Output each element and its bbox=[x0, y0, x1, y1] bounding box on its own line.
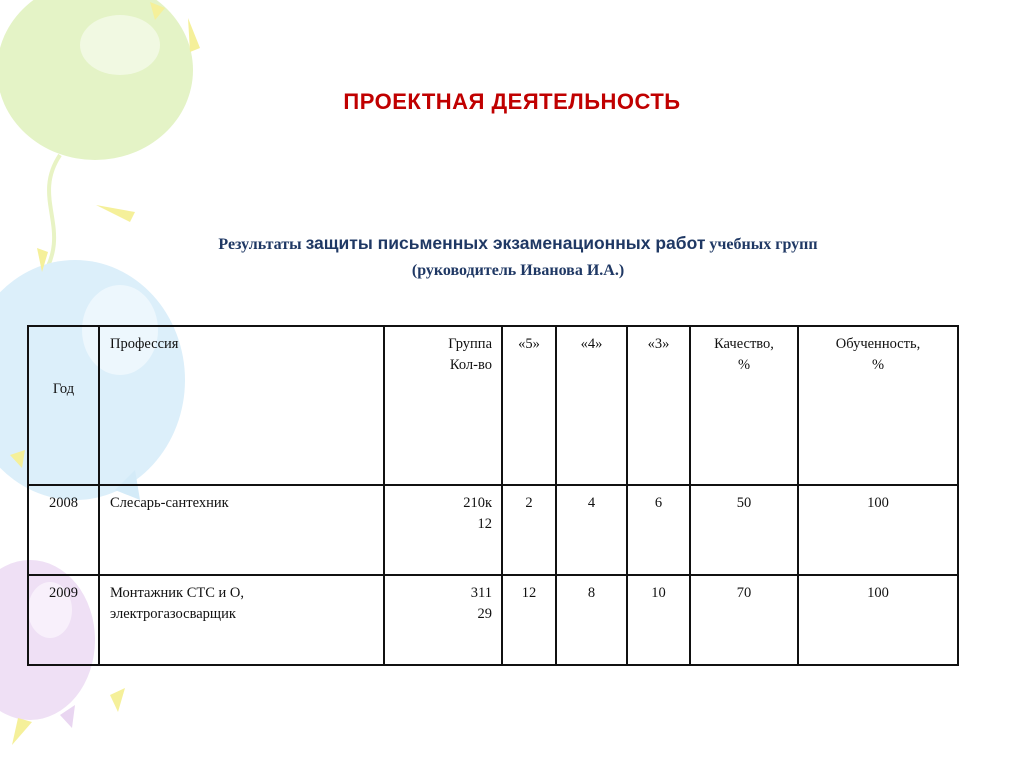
header-group-label: Группа bbox=[448, 336, 492, 352]
slide-title: ПРОЕКТНАЯ ДЕЯТЕЛЬНОСТЬ bbox=[343, 89, 681, 114]
cell-group bbox=[384, 575, 502, 665]
cell-grade-4: 8 bbox=[556, 575, 627, 665]
cell-profession bbox=[99, 485, 384, 575]
profession-line: Слесарь-сантехник bbox=[110, 495, 229, 511]
header-quality-label: Качество, bbox=[714, 336, 774, 352]
green-balloon-highlight bbox=[80, 15, 160, 75]
header-learning-unit: % bbox=[871, 357, 885, 373]
cell-learning: 100 bbox=[798, 485, 958, 575]
header-learning bbox=[798, 326, 958, 485]
header-profession: Профессия bbox=[99, 326, 384, 485]
cell-profession bbox=[99, 575, 384, 665]
cell-grade-5: 2 bbox=[502, 485, 556, 575]
header-grade-4: «4» bbox=[556, 326, 627, 485]
group-number: 210к bbox=[463, 495, 492, 511]
cell-year: 2008 bbox=[28, 485, 99, 575]
confetti-streamer bbox=[96, 205, 135, 222]
cell-grade-3: 6 bbox=[627, 485, 690, 575]
header-group bbox=[384, 326, 502, 485]
subtitle-prefix: Результаты bbox=[218, 236, 306, 253]
confetti-streamer bbox=[12, 718, 32, 745]
profession-line: Монтажник СТС и О, bbox=[110, 585, 245, 601]
subtitle-line-1 bbox=[0, 230, 1024, 258]
table-row bbox=[28, 485, 958, 575]
group-number: 311 bbox=[470, 585, 492, 601]
cell-grade-3: 10 bbox=[627, 575, 690, 665]
cell-learning: 100 bbox=[798, 575, 958, 665]
header-quality-unit: % bbox=[737, 357, 751, 373]
table-row bbox=[28, 575, 958, 665]
cell-year: 2009 bbox=[28, 575, 99, 665]
confetti-streamer bbox=[188, 18, 200, 52]
table-header-row bbox=[28, 326, 958, 485]
subtitle-suffix: учебных групп bbox=[705, 236, 818, 253]
header-year: Год bbox=[28, 326, 99, 485]
header-quality bbox=[690, 326, 798, 485]
cell-group bbox=[384, 485, 502, 575]
header-learning-label: Обученность, bbox=[835, 336, 921, 352]
results-table bbox=[27, 325, 959, 666]
subtitle-line-2: (руководитель Иванова И.А.) bbox=[411, 262, 625, 279]
group-count: 12 bbox=[477, 516, 492, 532]
header-count-label: Кол-во bbox=[449, 357, 492, 373]
profession-line: электрогазосварщик bbox=[110, 606, 236, 622]
header-grade-5: «5» bbox=[502, 326, 556, 485]
cell-grade-4: 4 bbox=[556, 485, 627, 575]
cell-grade-5: 12 bbox=[502, 575, 556, 665]
slide-subtitle bbox=[0, 230, 1024, 284]
header-grade-3: «3» bbox=[627, 326, 690, 485]
cell-quality: 50 bbox=[690, 485, 798, 575]
cell-quality: 70 bbox=[690, 575, 798, 665]
group-count: 29 bbox=[477, 606, 492, 622]
confetti-streamer bbox=[110, 688, 125, 712]
subtitle-emphasis: защиты письменных экзаменационных работ bbox=[305, 233, 706, 253]
